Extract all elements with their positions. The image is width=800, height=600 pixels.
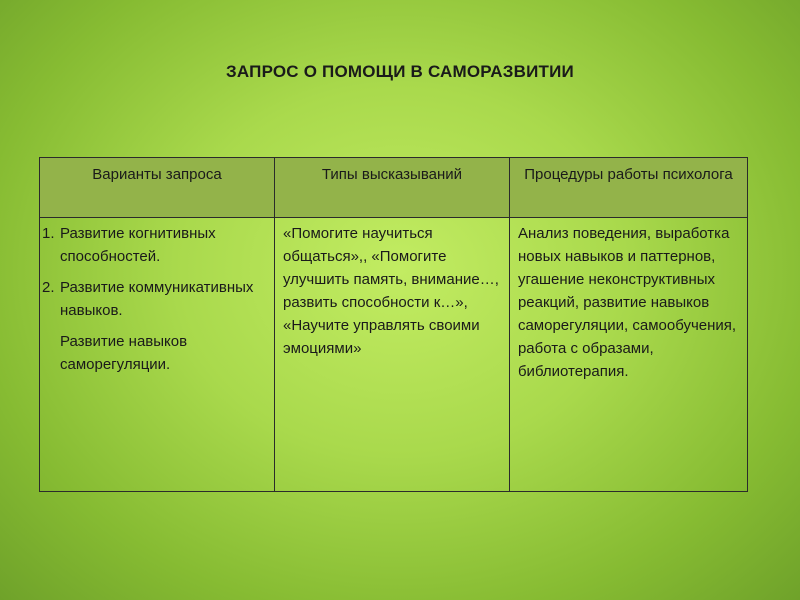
cell-request-variants [40, 218, 275, 492]
list-item-number [42, 330, 60, 376]
list-item-text: Развитие коммуникативных навыков. [60, 279, 254, 319]
table-row [40, 218, 748, 492]
request-table [39, 157, 748, 492]
header-request-variants: Варианты запроса [40, 158, 275, 218]
list-item-text: Развитие навыков саморегуляции. [60, 333, 188, 373]
header-psychologist-procedures: Процедуры работы психолога [509, 158, 747, 218]
cell-statement-types: «Помогите научиться общаться»,, «Помогите улучшить память, внимание…, развить способности к…», «Научите управлять своими эмоциями» [274, 218, 509, 492]
variants-list [42, 222, 268, 376]
list-item [42, 276, 268, 322]
list-item-text: Развитие когнитивных способностей. [60, 225, 216, 265]
list-item [52, 330, 268, 376]
list-item-number: 2. [42, 279, 55, 296]
list-item [42, 222, 268, 268]
header-statement-types: Типы высказываний [274, 158, 509, 218]
list-item-number: 1. [42, 225, 55, 242]
table-header-row [40, 158, 748, 218]
cell-psychologist-procedures: Анализ поведения, выработка новых навыков и паттернов, угашение неконструктивных реакций, развитие навыков саморегуляции, самообучения, работа с образами, библиотерапия. [509, 218, 747, 492]
slide-title: ЗАПРОС О ПОМОЩИ В САМОРАЗВИТИИ [226, 62, 574, 81]
